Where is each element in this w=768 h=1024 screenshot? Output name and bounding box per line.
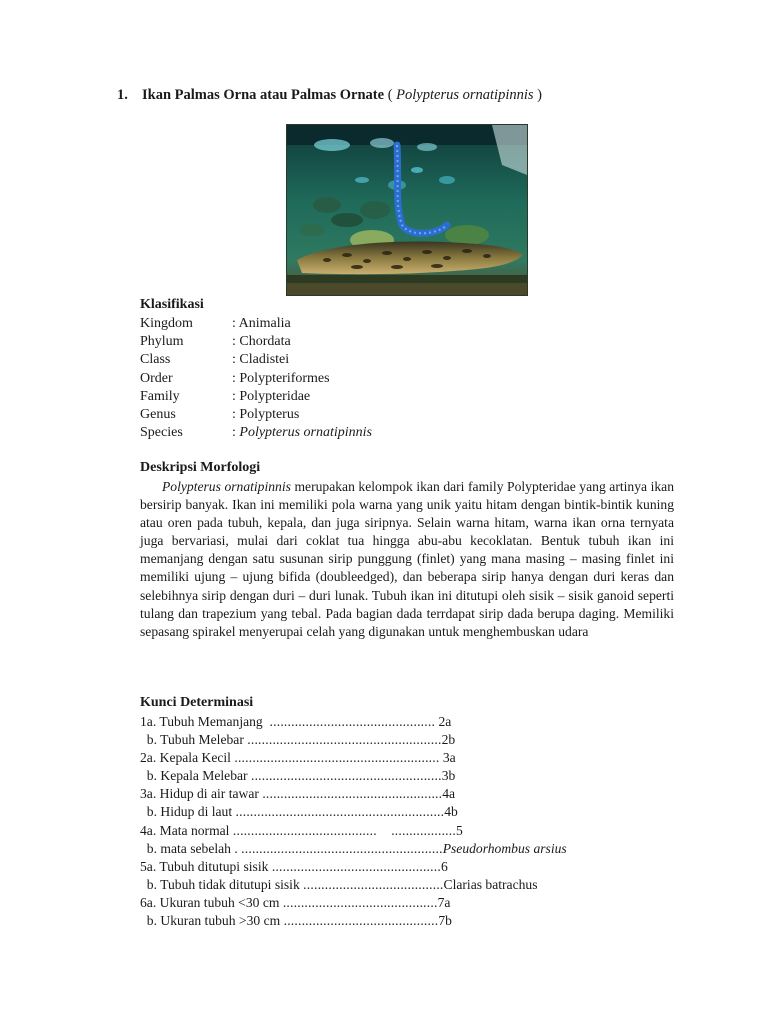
key-row bbox=[140, 803, 567, 821]
key-label: b. Tubuh Melebar bbox=[140, 732, 248, 748]
key-label: b. Ukuran tubuh >30 cm bbox=[140, 913, 284, 929]
classification-row bbox=[140, 370, 372, 388]
classification-value: : Chordata bbox=[232, 334, 291, 350]
classification-value: : Polypterus bbox=[232, 406, 300, 422]
fish-photo-icon bbox=[287, 125, 527, 295]
key-label: 5a. Tubuh ditutupi sisik bbox=[140, 858, 272, 874]
key-target: Clarias batrachus bbox=[443, 876, 538, 892]
key-label: 3a. Hidup di air tawar bbox=[140, 786, 263, 802]
heading-paren-close: ) bbox=[533, 87, 542, 103]
key-target: 7a bbox=[437, 894, 451, 910]
key-label: b. Hidup di laut bbox=[140, 804, 236, 820]
key-target: 4b bbox=[444, 804, 458, 820]
key-label: 6a. Ukuran tubuh <30 cm bbox=[140, 894, 283, 910]
key-row bbox=[140, 713, 567, 731]
heading-paren-open: ( bbox=[384, 87, 397, 103]
key-row bbox=[140, 894, 567, 912]
classification-row bbox=[140, 424, 372, 442]
heading-number: 1. bbox=[117, 87, 128, 103]
key-row bbox=[140, 749, 567, 767]
key-row bbox=[140, 840, 567, 858]
classification-value: : Polypteriformes bbox=[232, 370, 330, 386]
classification-value: : Cladistei bbox=[232, 352, 290, 368]
classification-row bbox=[140, 351, 372, 369]
key-target: 7b bbox=[438, 913, 452, 929]
key-label: 1a. Tubuh Memanjang bbox=[140, 714, 270, 729]
key-dots: ..................................................... bbox=[250, 768, 442, 784]
heading-scientific-name: Polypterus ornatipinnis bbox=[396, 87, 534, 103]
determination-key bbox=[140, 713, 567, 930]
key-row bbox=[140, 767, 567, 785]
morphology-paragraph bbox=[140, 478, 674, 641]
fish-aquarium-photo bbox=[286, 124, 528, 296]
key-target: 6 bbox=[440, 858, 448, 874]
key-row bbox=[140, 876, 567, 894]
classification-row bbox=[140, 315, 372, 333]
key-target: 2a bbox=[435, 714, 452, 729]
morphology-title: Deskripsi Morfologi bbox=[140, 460, 261, 475]
key-dots: .............................................. bbox=[269, 714, 436, 729]
key-label: 4a. Mata normal bbox=[140, 822, 233, 838]
classification-value: : Animalia bbox=[232, 316, 291, 331]
key-target: 3b bbox=[441, 768, 456, 784]
heading-title: Ikan Palmas Orna atau Palmas Ornate bbox=[142, 87, 385, 103]
classification-row bbox=[140, 388, 372, 406]
key-dots: ........................................... bbox=[282, 894, 438, 910]
classification-key: Order bbox=[140, 370, 173, 386]
classification-value: : bbox=[232, 425, 240, 441]
key-label: b. Kepala Melebar bbox=[140, 768, 251, 784]
key-dots: ......................................................... bbox=[234, 750, 440, 766]
classification-row bbox=[140, 333, 372, 351]
section-heading bbox=[117, 87, 542, 104]
key-dots: ...................................................... bbox=[247, 732, 442, 748]
key-dots: ........................................ .................. bbox=[232, 822, 456, 838]
classification-key: Kingdom bbox=[140, 316, 193, 331]
key-title: Kunci Determinasi bbox=[140, 695, 254, 710]
key-target: 4a bbox=[442, 786, 456, 802]
morphology-text: merupakan kelompok ikan dari family Polypteridae yang artinya ikan bersirip banyak. Ikan ini memiliki pola warna yang unik yaitu hitam dengan bintik-bintik kuning atau oren pada tubuh, kepala, dan juga siripnya. Selain warna hitam, warna ikan orna ternyata juga bervariasi, mulai dari coklat tua hingga abu-abu kecoklatan. Bentuk tubuh ikan ini memanjang dengan satu susunan sirip punggung (finlet) yang mana masing – masing finlet ini memiliki ujung – ujung bifida (doubleedged), dan beberapa sirip hanya dengan duri keras dan selebihnya sirip dengan duri – duri lunak. Tubuh ikan ini ditutupi oleh sisik – sisik ganoid seperti tulang dan trapezium yang tebal. Pada bagian dada terrdapat sirip dada berupa daging. Memiliki sepasang spirakel menyerupai celah yang digunakan untuk menghembuskan udara bbox=[140, 479, 674, 639]
key-dots: ............................................... bbox=[271, 858, 441, 874]
key-row bbox=[140, 858, 567, 876]
key-label: b. Tubuh tidak ditutupi sisik bbox=[140, 876, 304, 892]
key-dots: ........................................................ bbox=[241, 840, 443, 856]
key-dots: ........................................... bbox=[283, 913, 439, 929]
key-row bbox=[140, 912, 567, 930]
key-dots: .......................................................... bbox=[235, 804, 445, 820]
key-label: 2a. Kepala Kecil bbox=[140, 750, 235, 766]
classification-key: Family bbox=[140, 388, 180, 404]
classification-value: : Polypteridae bbox=[232, 388, 311, 404]
key-target: 5 bbox=[455, 822, 463, 838]
classification-key: Class bbox=[140, 352, 171, 368]
classification-key: Genus bbox=[140, 406, 176, 422]
classification-row bbox=[140, 406, 372, 424]
key-row bbox=[140, 785, 567, 803]
key-row bbox=[140, 822, 567, 840]
key-row bbox=[140, 731, 567, 749]
key-target: 3a bbox=[439, 750, 456, 766]
classification-table bbox=[140, 315, 372, 442]
key-dots: .................................................. bbox=[262, 786, 443, 802]
morphology-lead: Polypterus ornatipinnis bbox=[162, 479, 291, 494]
classification-key: Species bbox=[140, 425, 183, 441]
key-label: b. mata sebelah . bbox=[140, 840, 242, 856]
classification-title: Klasifikasi bbox=[140, 297, 204, 312]
key-dots: ....................................... bbox=[303, 876, 444, 892]
classification-value-italic: Polypterus ornatipinnis bbox=[239, 425, 373, 441]
key-target: Pseudorhombus arsius bbox=[442, 840, 567, 856]
key-target: 2b bbox=[441, 732, 456, 748]
classification-key: Phylum bbox=[140, 334, 184, 350]
